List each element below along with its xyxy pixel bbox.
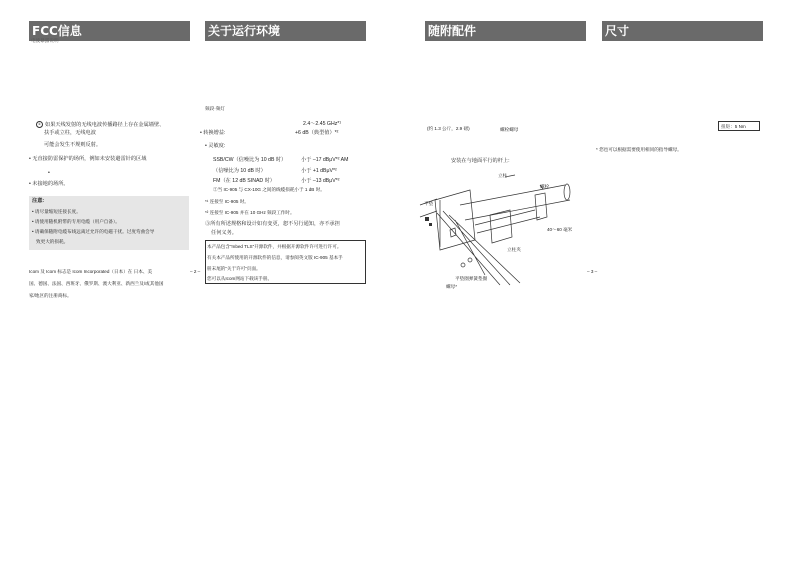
label-bolt: 螺栓 [540, 184, 550, 189]
bullet-item: • [48, 170, 50, 176]
license-line: 有关本产品所使用的开源软件的信息，请参阅英文版 IC-905 基本手 [207, 255, 343, 260]
spec-value: 小于 –13 dBμV*² [301, 178, 340, 184]
label-range: 40～60 毫米 [547, 227, 573, 232]
trademark-line: 国、德国、法国、西班牙、俄罗斯、澳大利亚、新西兰及/或其他国 [29, 281, 164, 286]
trademark-line: Icom 及 Icom 标志是 Icom Incorporated（日本）在 日本、美 [29, 269, 153, 274]
accessory-bracket: (约 1.3 公斤，2.9 磅) [427, 126, 470, 131]
caution-item: 致更大的损耗。 [36, 239, 69, 244]
spec-label: 频段·频灯 [205, 106, 225, 111]
section-header-dimensions [602, 21, 763, 41]
label-flat-washer: 平垫 [424, 201, 434, 206]
spec-label: SSB/CW（信噪比为 10 dB 时） [213, 157, 287, 163]
footnote: *¹ 连接至 IC-905 时。 [205, 199, 249, 204]
spec-value: +6 dB（典型值）*² [295, 130, 339, 136]
spec-label: • 转换增益: [200, 130, 226, 136]
page-number: – 3 – [587, 269, 598, 274]
spec-disclaimer: ③所有所述规格和设计如有变更，恕不另行通知，亦不承担 [205, 221, 340, 227]
bullet-item: • 无直接防雷保护的场所，例如未安装避雷针的区域 [29, 156, 147, 162]
spec-label: FM（在 12 dB SINAD 时） [213, 178, 275, 184]
bullet-item: • 未接地的场所。 [29, 181, 69, 187]
section-title: 尺寸 [605, 24, 630, 38]
spec-note: ②当 IC-905 与 CX-10G 之间的线缆损耗小于 1 dB 时。 [213, 187, 325, 192]
warning-line-2: 扶手或立柱，无线电波 [44, 130, 96, 136]
footnote: *² 连接至 IC-905 并在 10 GHz 频段工作时。 [205, 210, 295, 215]
section-header-env [205, 21, 366, 41]
section-title: FCC信息 [32, 24, 82, 38]
warning-line-1: 如果天线发射的无线电波传播路径上存在金属墙壁、 [45, 121, 165, 128]
spec-value: 小于 +1 dBμV*² [301, 168, 337, 174]
page-number: – 2 – [190, 269, 201, 274]
caution-item: • 请使用随机附带的专用电缆（用户自备）。 [32, 219, 120, 224]
license-line: 本产品包含“mbed TLS”开源软件，并根据开源软件许可进行许可。 [207, 244, 342, 249]
trademark-line: 家/地区的注册商标。 [29, 293, 72, 298]
section-header-accessories [425, 21, 586, 41]
label-clamp: 立柱夹 [507, 247, 521, 252]
spec-label: • 灵敏度: [205, 143, 226, 149]
accessory-bolts: 螺栓螺母 [500, 127, 519, 132]
warning-line-3: 可能会发生不规则反射。 [44, 142, 102, 148]
caution-item: • 请尽量缩短连接长度。 [32, 209, 81, 214]
section-title: 随附配件 [428, 24, 477, 38]
label-washers: 平垫圈弹簧垫圈 [455, 276, 488, 281]
label-pole: 立柱 [498, 173, 508, 178]
caution-title: 注意: [32, 198, 45, 204]
license-line: 册末尾的“关于许可”页面。 [207, 266, 261, 271]
warning-number: ① [37, 122, 42, 126]
section-title: 关于运行环境 [208, 24, 281, 38]
spec-value: 小于 –17 dBμV*² AM [301, 157, 349, 163]
dimension-note: * 您也可以根据需要使用相同的指导螺母。 [596, 147, 682, 152]
fcc-subtitle: 电波暴露说明 [31, 38, 59, 43]
label-nut: 螺母* [446, 284, 457, 289]
caution-item: • 请确保随附电缆布线远离过允许的电磁干扰。过度弯曲会导 [32, 229, 155, 234]
license-line: 您可以从Icom网站下载该手册。 [207, 276, 273, 281]
mount-title: 安装在与地面平行的杆上: [451, 158, 510, 164]
spec-label: （信噪比为 10 dB 时） [213, 168, 266, 174]
spec-disclaimer: 任何义务。 [211, 230, 237, 236]
spec-value: 2.4～2.45 GHz*¹ [303, 121, 342, 127]
torque-value: 扭矩：5 Nm [721, 124, 746, 129]
warning-text [36, 121, 164, 129]
